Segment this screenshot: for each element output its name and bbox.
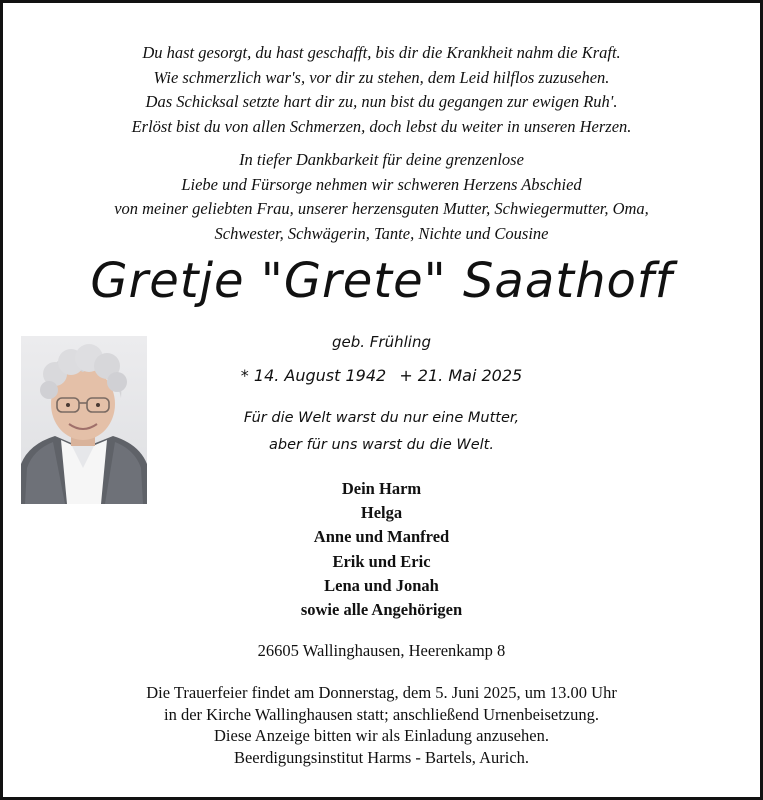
dedication-line: von meiner geliebten Frau, unserer herzensguten Mutter, Schwiegermutter, Oma, [114, 199, 649, 218]
deceased-name: Gretje "Grete" Saathoff [90, 253, 673, 309]
mourner: Anne und Manfred [313, 527, 450, 547]
mourners-list [3, 477, 760, 622]
poem-line: Du hast gesorgt, du hast geschafft, bis dir die Krankheit nahm die Kraft. [142, 43, 621, 62]
service-info [3, 682, 760, 768]
mourner: sowie alle Angehörigen [300, 600, 463, 620]
service-line: Diese Anzeige bitten wir als Einladung anzusehen. [214, 726, 549, 745]
service-line: Die Trauerfeier findet am Donnerstag, dem 5. Juni 2025, um 13.00 Uhr [146, 683, 617, 702]
poem-line: Erlöst bist du von allen Schmerzen, doch lebst du weiter in unseren Herzen. [131, 116, 632, 136]
service-line: Beerdigungsinstitut Harms - Bartels, Aurich. [233, 747, 530, 767]
quote-line: Für die Welt warst du nur eine Mutter, [243, 410, 520, 426]
poem-line: Das Schicksal setzte hart dir zu, nun bist du gegangen zur ewigen Ruh'. [145, 92, 618, 111]
address: 26605 Wallinghausen, Heerenkamp 8 [257, 641, 506, 660]
quote-line: aber für uns warst du die Welt. [269, 437, 494, 453]
dedication-line: Liebe und Fürsorge nehmen wir schweren Herzens Abschied [181, 174, 582, 194]
poem-line: Wie schmerzlich war's, vor dir zu stehen, dem Leid hilflos zuzusehen. [153, 67, 610, 87]
death-date: + 21. Mai 2025 [399, 366, 523, 385]
mourner: Erik und Eric [332, 551, 431, 571]
mourner: Helga [360, 503, 403, 523]
mourner: Dein Harm [341, 479, 422, 498]
service-line: in der Kirche Wallinghausen statt; anschließend Urnenbeisetzung. [163, 704, 600, 724]
poem [3, 41, 760, 139]
birth-date: * 14. August 1942 [240, 366, 387, 385]
dedication-line: In tiefer Dankbarkeit für deine grenzenlose [239, 150, 524, 169]
dedication [3, 148, 760, 246]
mourner: Lena und Jonah [324, 575, 439, 595]
dedication-line: Schwester, Schwägerin, Tante, Nichte und Cousine [214, 223, 549, 243]
maiden-name: geb. Frühling [332, 333, 431, 351]
